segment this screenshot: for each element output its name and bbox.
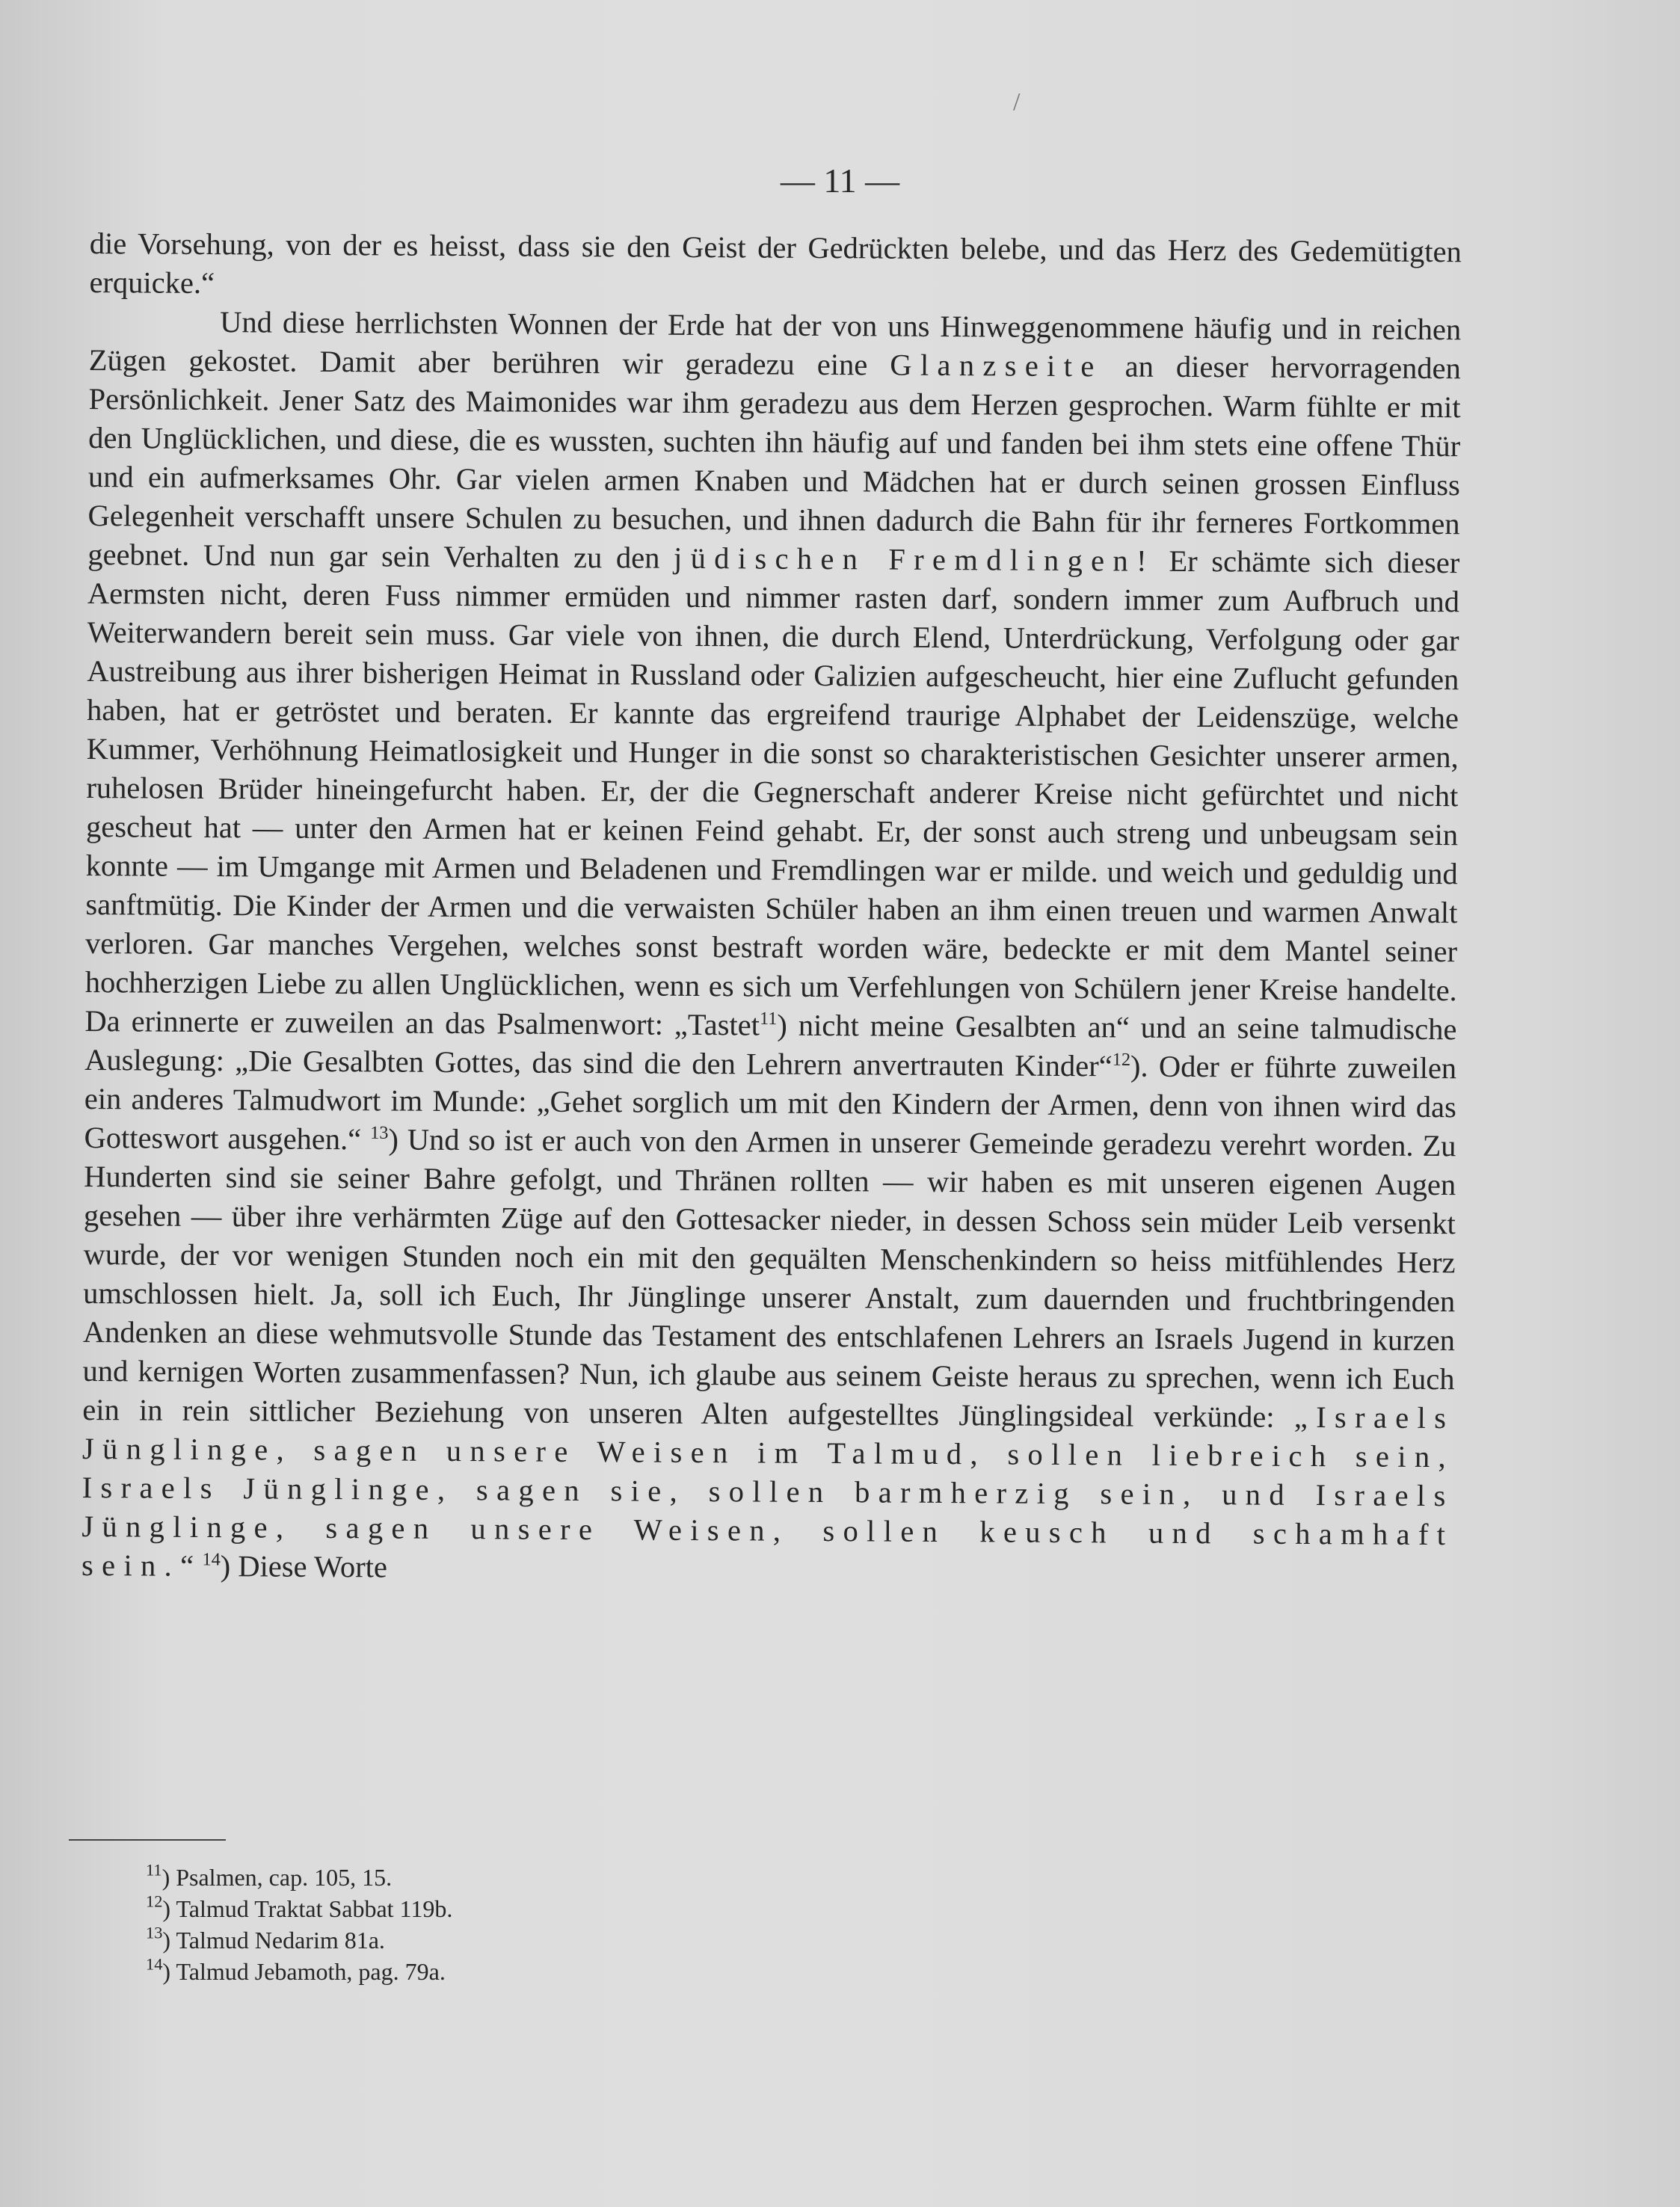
footnote xyxy=(146,1956,452,1987)
stray-pen-mark: / xyxy=(1013,88,1021,116)
footnote-reference: 12 xyxy=(1112,1049,1131,1070)
paragraph xyxy=(81,302,1461,1593)
footnote-reference: 11 xyxy=(759,1008,778,1029)
footnote-number: 11 xyxy=(146,1860,162,1880)
footnote-text: ) Psalmen, cap. 105, 15. xyxy=(161,1864,393,1891)
text-segment: ). Oder er führte zuweilen ein anderes Talmudwort im Munde: „Gehet sorglich um mit den Kindern der Armen, denn von ihnen wird das Gotteswort ausgehen.“ xyxy=(84,1049,1457,1157)
page-number: — 11 — xyxy=(780,161,900,200)
footnote-number: 14 xyxy=(146,1954,163,1974)
spaced-emphasis-text: „Israels Jünglinge, sagen unsere Weisen im Talmud, sollen liebreich sein, Israels Jünglinge, sagen sie, sollen barmherzig sein, und Israels Jünglinge, sagen unsere Weisen, sollen keusch und schamhaft sein.“ xyxy=(81,1400,1455,1583)
footnote-reference: 13 xyxy=(370,1122,389,1143)
paragraph xyxy=(89,224,1462,310)
text-segment: an dieser hervorragenden Persönlichkeit. Jener Satz des Maimonides war ihm geradezu aus dem Herzen gesprochen. Warm fühlte er mit den Unglücklichen, und diese, die es wussten, suchten ihn häufig auf und fanden bei ihm stets eine offene Thür und ein aufmerksames Ohr. Gar vielen armen Knaben und Mädchen hat er durch seinen grossen Einfluss Gelegenheit verschafft unsere Schulen zu besuchen, und ihnen dadurch die Bahn für ihr ferneres Fortkommen geebnet. Und nun gar sein Verhalten zu den xyxy=(87,349,1461,575)
spaced-emphasis-text: Glanzseite xyxy=(890,348,1103,384)
text-segment: die Vorsehung, von der es heisst, dass sie den Geist der Gedrückten belebe, und das Herz des Gedemütigten erquicke.“ xyxy=(89,226,1462,301)
text-segment: Und diese herrlichsten Wonnen der Erde hat der von uns Hinweggenommene häufig und in reichen Zügen gekostet. Damit aber berühren wir geradezu eine xyxy=(88,305,1462,382)
body-text xyxy=(81,224,1462,1593)
footnote-text: ) Talmud Nedarim 81a. xyxy=(162,1927,385,1954)
text-segment: ) Diese Worte xyxy=(220,1549,388,1584)
text-segment: Er schämte sich dieser Aermsten nicht, deren Fuss nimmer ermüden und nimmer rasten darf, sondern immer zum Aufbruch und Weiterwandern bereit sein muss. Gar viele von ihnen, die durch Elend, Unterdrückung, Verfolgung oder gar Austreibung aus ihrer bisherigen Heimat in Russland oder Galizien aufgescheucht, hier eine Zuflucht gefunden haben, hat er getröstet und beraten. Er kannte das ergreifend traurige Alphabet der Leidenszüge, welche Kummer, Verhöhnung Heimatlosigkeit und Hunger in die sonst so charakteristischen Gesichter unserer armen, ruhelosen Brüder hineingefurcht haben. Er, der die Gegnerschaft anderer Kreise nicht gefürchtet und nicht gescheut hat — unter den Armen hat er keinen Feind gehabt. Er, der sonst auch streng und unbeugsam sein konnte — im Umgange mit Armen und Beladenen und Fremdlingen war er milde. und weich und geduldig und sanftmütig. Die Kinder der Armen und die verwaisten Schüler haben an ihm einen treuen und warmen Anwalt verloren. Gar manches Vergehen, welches sonst bestraft worden wäre, bedeckte er mit dem Mantel seiner hochherzigen Liebe zu allen Unglücklichen, wenn es sich um Verfehlungen von Schülern jener Kreise handelte. Da erinnerte er zuweilen an das Psalmenwort: „Tastet xyxy=(84,544,1460,1042)
footnote xyxy=(146,1924,452,1956)
text-segment: ) nicht meine Gesalbten an“ und an seine talmudische Auslegung: „Die Gesalbten Gottes, das sind die den Lehrern anvertrauten Kinder“ xyxy=(84,1008,1457,1083)
footnotes xyxy=(146,1862,452,1987)
footnote-divider xyxy=(69,1839,226,1841)
footnote xyxy=(146,1893,452,1924)
spaced-emphasis-text: jüdischen Fremdlingen! xyxy=(673,541,1155,578)
text-segment: ) Und so ist er auch von den Armen in unserer Gemeinde geradezu verehrt worden. Zu Hunderten sind sie seiner Bahre gefolgt, und Thränen rollten — wir haben es mit unseren eigenen Augen gesehen — über ihre verhärmten Züge auf den Gottesacker nieder, in dessen Schoss sein müder Leib versenkt wurde, der vor wenigen Stunden noch ein mit den gequälten Menschenkindern so heiss mitfühlendes Herz umschlossen hielt. Ja, soll ich Euch, Ihr Jünglinge unserer Anstalt, zum dauernden und fruchtbringenden Andenken an diese wehmutsvolle Stunde das Testament des entschlafenen Lehrers an Israels Jugend in kurzen und kernigen Worten zusammenfassen? Nun, ich glaube aus seinem Geiste heraus zu sprechen, wenn ich Euch ein in rein sittlicher Beziehung von unseren Alten aufgestelltes Jünglingsideal verkünde: xyxy=(82,1122,1456,1434)
footnote-number: 13 xyxy=(146,1923,163,1942)
footnote-text: ) Talmud Traktat Sabbat 119b. xyxy=(162,1895,453,1922)
footnote xyxy=(146,1862,452,1893)
footnote-reference: 14 xyxy=(202,1549,221,1570)
footnote-number: 12 xyxy=(146,1892,163,1911)
footnote-text: ) Talmud Jebamoth, pag. 79a. xyxy=(162,1958,446,1985)
